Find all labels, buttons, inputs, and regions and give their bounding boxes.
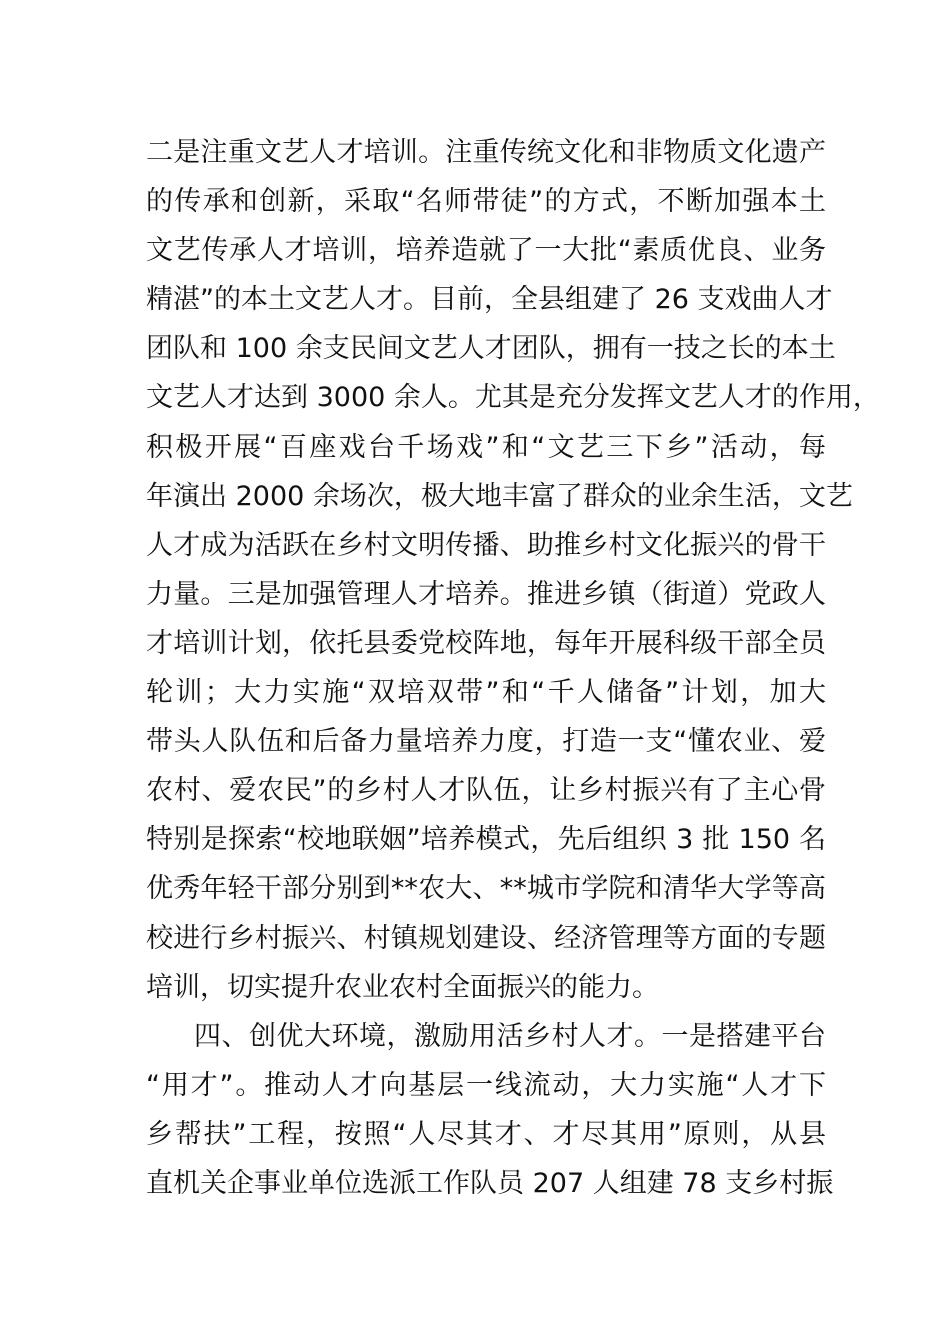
text-line: 才培训计划，依托县委党校阵地，每年开展科级干部全员 <box>146 627 826 659</box>
text-line: 精湛”的本土文艺人才。目前，全县组建了 26 支戏曲人才 <box>146 284 833 316</box>
text-line: 文艺人才达到 3000 余人。尤其是充分发挥文艺人才的作用， <box>146 382 880 414</box>
text-line: 团队和 100 余支民间文艺人才团队，拥有一技之长的本土 <box>146 333 836 365</box>
body-text <box>146 128 880 1208</box>
text-line: 校进行乡村振兴、村镇规划建设、经济管理等方面的专题 <box>146 922 826 954</box>
text-line: 的传承和创新，采取“名师带徒”的方式，不断加强本土 <box>146 186 826 218</box>
text-line: 力量。三是加强管理人才培养。推进乡镇（街道）党政人 <box>146 578 826 610</box>
text-line: 二是注重文艺人才培训。注重传统文化和非物质文化遗产 <box>146 137 826 168</box>
text-line: 文艺传承人才培训，培养造就了一大批“素质优良、业务 <box>146 235 826 267</box>
text-line: 积极开展“百座戏台千场戏”和“文艺三下乡”活动，每 <box>146 431 826 463</box>
text-line: 农村、爱农民”的乡村人才队伍，让乡村振兴有了主心骨 <box>146 775 826 807</box>
text-line: 直机关企事业单位选派工作队员 207 人组建 78 支乡村振 <box>146 1167 834 1199</box>
text-line: 带头人队伍和后备力量培养力度，打造一支“懂农业、爱 <box>146 726 826 758</box>
text-line: 人才成为活跃在乡村文明传播、助推乡村文化振兴的骨干 <box>146 529 826 561</box>
text-line: 轮训；大力实施“双培双带”和“千人储备”计划，加大 <box>146 677 826 709</box>
text-line: 优秀年轻干部分别到**农大、**城市学院和清华大学等高 <box>146 873 826 905</box>
section-heading-line: 四、创优大环境，激励用活乡村人才。一是搭建平台 <box>194 1020 826 1052</box>
text-line: 培训，切实提升农业农村全面振兴的能力。 <box>146 971 659 1003</box>
text-line: 年演出 2000 余场次，极大地丰富了群众的业余生活，文艺 <box>146 480 853 512</box>
text-line: “用才”。推动人才向基层一线流动，大力实施“人才下 <box>146 1069 826 1101</box>
text-line: 特别是探索“校地联姻”培养模式，先后组织 3 批 150 名 <box>146 824 826 856</box>
text-line: 乡帮扶”工程，按照“人尽其才、才尽其用”原则，从县 <box>146 1118 826 1150</box>
